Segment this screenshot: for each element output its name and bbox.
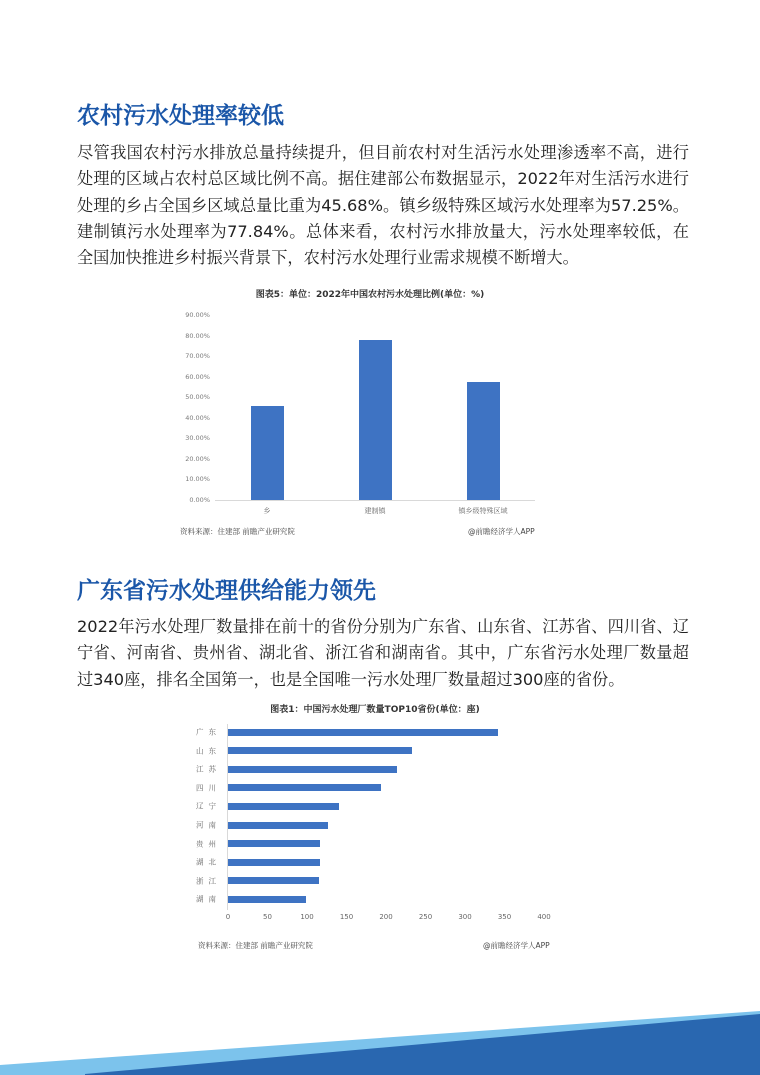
y-tick-label: 60.00% — [185, 372, 210, 381]
y-tick-label: 70.00% — [185, 352, 210, 361]
y-category-label: 贵州 — [196, 839, 221, 849]
section-heading-rural-sewage: 农村污水处理率较低 — [77, 103, 284, 129]
y-tick-label: 50.00% — [185, 393, 210, 402]
x-tick-label: 0 — [225, 913, 231, 921]
chart-credit: @前瞻经济学人APP — [468, 527, 535, 536]
bar — [359, 340, 392, 500]
x-tick-label: 350 — [497, 913, 512, 921]
section-paragraph-guangdong-lead: 2022年污水处理厂数量排在前十的省份分别为广东省、山东省、江苏省、四川省、辽宁省、河南省、贵州省、湖北省、浙江省和湖南省。其中，广东省污水处理厂数量超过340座，排名全国第一，也是全国唯一污水处理厂数量超过300座的省份。 — [77, 617, 689, 689]
x-tick-label: 300 — [458, 913, 472, 921]
x-tick-label: 100 — [300, 913, 314, 921]
bar — [228, 803, 339, 810]
footer-decorative-band — [0, 1005, 760, 1075]
bar — [228, 822, 328, 829]
y-tick-label: 90.00% — [185, 311, 210, 319]
chart-source: 资料来源：住建部 前瞻产业研究院 — [180, 527, 295, 536]
x-tick-label: 150 — [339, 913, 354, 921]
bar — [228, 766, 397, 773]
y-category-label: 辽宁 — [196, 801, 221, 811]
x-tick-label: 250 — [418, 913, 433, 921]
x-category-label: 镇乡级特殊区域 — [458, 507, 508, 515]
x-axis-line — [215, 500, 535, 501]
bar — [228, 877, 319, 884]
y-category-label: 浙江 — [196, 876, 221, 886]
y-tick-label: 80.00% — [185, 331, 210, 340]
y-tick-label: 30.00% — [185, 434, 210, 443]
y-category-label: 江苏 — [196, 764, 221, 774]
x-tick-label: 200 — [379, 913, 393, 921]
y-category-label: 广东 — [196, 727, 221, 737]
bar — [228, 729, 498, 736]
y-tick-label: 20.00% — [185, 454, 210, 463]
chart-credit: @前瞻经济学人APP — [483, 941, 550, 950]
y-category-label: 河南 — [196, 820, 221, 830]
bar — [228, 859, 320, 866]
x-category-label: 建制镇 — [364, 507, 386, 515]
chart-title: 图表5：单位：2022年中国农村污水处理比例(单位：%) — [255, 290, 485, 300]
section-heading-guangdong-lead: 广东省污水处理供给能力领先 — [77, 578, 376, 604]
y-category-label: 山东 — [196, 746, 221, 756]
y-category-label: 湖南 — [196, 894, 221, 904]
y-tick-label: 40.00% — [185, 413, 210, 422]
x-tick-label: 400 — [537, 913, 551, 921]
chart-rural-sewage-ratio — [170, 285, 570, 545]
chart-top10-provinces — [190, 700, 560, 955]
x-tick-label: 50 — [263, 913, 272, 921]
band-dark — [85, 1014, 760, 1075]
y-tick-label: 10.00% — [185, 475, 210, 484]
bar — [251, 406, 284, 500]
y-tick-label: 0.00% — [189, 496, 210, 504]
chart-title: 图表1：中国污水处理厂数量TOP10省份(单位：座) — [270, 705, 480, 715]
bar — [467, 382, 500, 500]
y-category-label: 湖北 — [196, 857, 221, 867]
bar — [228, 840, 320, 847]
x-category-label: 乡 — [263, 507, 271, 515]
chart-source: 资料来源：住建部 前瞻产业研究院 — [198, 941, 313, 950]
bar — [228, 784, 381, 791]
bar — [228, 896, 306, 903]
y-category-label: 四川 — [196, 783, 221, 793]
bar — [228, 747, 412, 754]
section-paragraph-rural-sewage: 尽管我国农村污水排放总量持续提升，但目前农村对生活污水处理渗透率不高，进行处理的区域占农村总区域比例不高。据住建部公布数据显示，2022年对生活污水进行处理的乡占全国乡区域总量比重为45.68%。镇乡级特殊区域污水处理率为57.25%。建制镇污水处理率为77.84%。总体来看，农村污水排放量大，污水处理率较低，在全国加快推进乡村振兴背景下，农村污水处理行业需求规模不断增大。 — [77, 143, 689, 268]
